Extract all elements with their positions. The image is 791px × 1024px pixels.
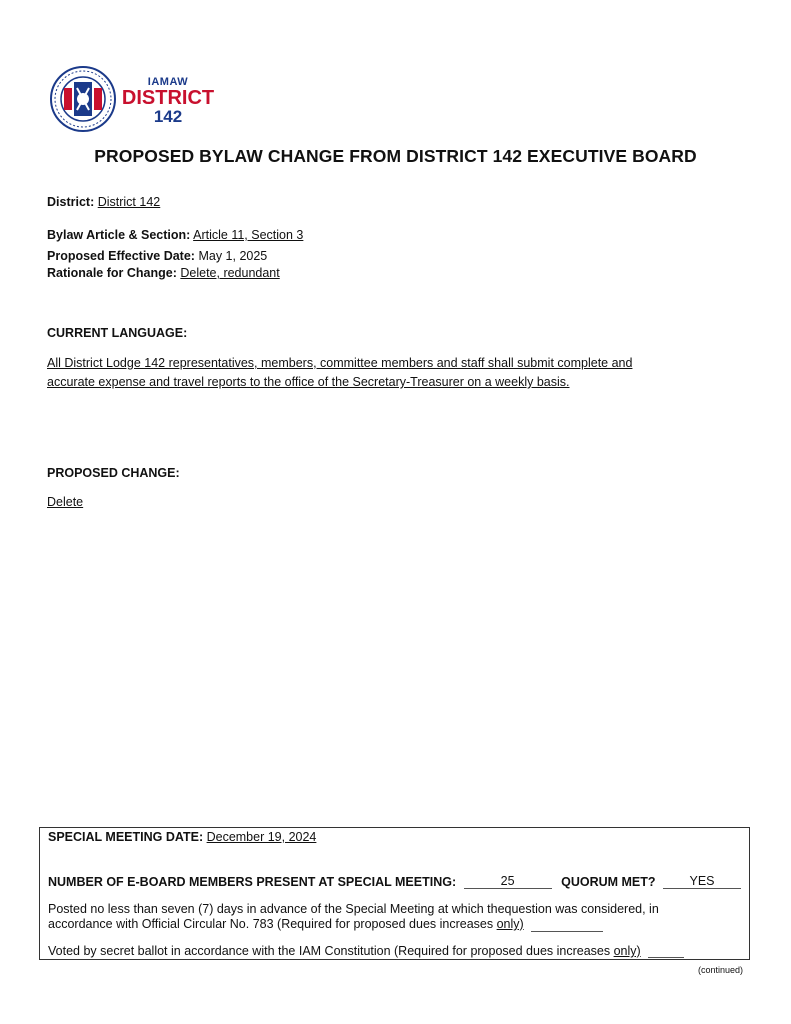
members-label: NUMBER OF E-BOARD MEMBERS PRESENT AT SPECIAL MEETING:	[48, 875, 457, 889]
posted-line-2	[48, 917, 659, 932]
rationale-field	[47, 266, 280, 280]
special-meeting-box	[39, 827, 750, 960]
article-field	[47, 228, 303, 242]
current-language-heading: CURRENT LANGUAGE:	[47, 326, 188, 340]
logo-line-3: 142	[153, 107, 183, 126]
iam-seal-icon	[50, 66, 116, 132]
logo-line-2: DISTRICT	[121, 87, 215, 109]
effective-date-value: May 1, 2025	[198, 249, 268, 263]
members-row	[48, 874, 741, 889]
proposed-change-text: Delete	[47, 495, 84, 509]
district-field	[47, 195, 160, 209]
voted-text: Voted by secret ballot in accordance with the IAM Constitution (Required for proposed dues increases	[48, 944, 614, 958]
voted-blank	[648, 957, 684, 958]
current-language-line-2: accurate expense and travel reports to the office of the Secretary-Treasurer on a weekly basis.	[47, 375, 570, 389]
page-title: PROPOSED BYLAW CHANGE FROM DISTRICT 142 EXECUTIVE BOARD	[94, 146, 697, 166]
posted-row	[48, 902, 659, 932]
posted-line-1: Posted no less than seven (7) days in advance of the Special Meeting at which thequestion was considered, in	[48, 902, 659, 916]
article-label: Bylaw Article & Section:	[47, 228, 191, 242]
logo-wordmark	[118, 76, 218, 126]
continued-note: (continued)	[697, 965, 743, 975]
district-value: District 142	[97, 195, 161, 209]
posted-blank	[531, 931, 603, 932]
posted-line-2-text: accordance with Official Circular No. 783 (Required for proposed dues increases	[48, 917, 497, 931]
meeting-date-label: SPECIAL MEETING DATE:	[48, 830, 204, 844]
logo-line-1: IAMAW	[147, 76, 189, 88]
meeting-date-value: December 19, 2024	[206, 830, 317, 844]
district-label: District:	[47, 195, 95, 209]
current-language-line-1: All District Lodge 142 representatives, members, committee members and staff shall submit complete and	[47, 356, 633, 370]
article-value: Article 11, Section 3	[193, 228, 304, 242]
meeting-date-row	[48, 830, 316, 844]
posted-only-text: only)	[496, 917, 524, 931]
district-logo	[50, 64, 220, 134]
quorum-value: YES	[663, 874, 741, 889]
quorum-label: QUORUM MET?	[561, 875, 656, 889]
rationale-value: Delete, redundant	[180, 266, 280, 280]
proposed-change-heading: PROPOSED CHANGE:	[47, 466, 180, 480]
current-language-text	[47, 354, 727, 392]
effective-date-field	[47, 249, 267, 263]
voted-row	[48, 944, 684, 958]
effective-date-label: Proposed Effective Date:	[47, 249, 195, 263]
voted-only-text: only)	[613, 944, 641, 958]
members-value: 25	[464, 874, 552, 889]
rationale-label: Rationale for Change:	[47, 266, 177, 280]
